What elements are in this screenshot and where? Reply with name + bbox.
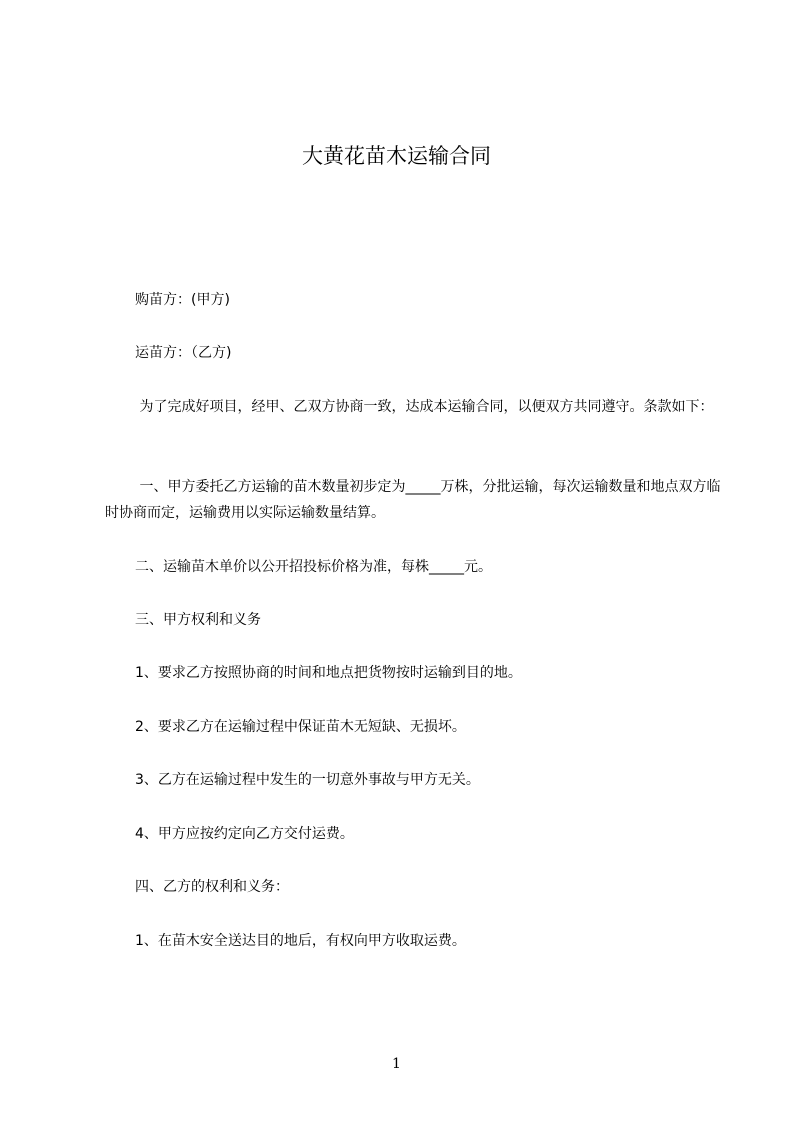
clause-1-paragraph: 一、甲方委托乙方运输的苗木数量初步定为_____万株，分批运输，每次运输数量和地点双方临时协商而定，运输费用以实际运输数量结算。 xyxy=(105,479,721,521)
section-4-heading: 四、乙方的权利和义务： xyxy=(135,879,289,895)
section-3-item-3: 3、乙方在运输过程中发生的一切意外事故与甲方无关。 xyxy=(135,772,480,788)
section-3-item-2: 2、要求乙方在运输过程中保证苗木无短缺、无损坏。 xyxy=(135,719,466,735)
document-title: 大黄花苗木运输合同 xyxy=(302,144,491,168)
clause-2-paragraph: 二、运输苗木单价以公开招投标价格为准，每株_____元。 xyxy=(135,559,492,575)
buyer-party-line: 购苗方：(甲方) xyxy=(135,292,230,308)
page-number: 1 xyxy=(392,1056,401,1072)
section-4-item-1: 1、在苗木安全送达目的地后，有权向甲方收取运费。 xyxy=(135,933,466,949)
section-3-item-4: 4、甲方应按约定向乙方交付运费。 xyxy=(135,826,354,842)
section-3-heading: 三、甲方权利和义务 xyxy=(135,612,261,628)
intro-paragraph: 为了完成好项目，经甲、乙双方协商一致，达成本运输合同，以便双方共同遵守。条款如下： xyxy=(135,399,714,415)
section-3-item-1: 1、要求乙方按照协商的时间和地点把货物按时运输到目的地。 xyxy=(135,665,522,681)
carrier-party-line: 运苗方：（乙方) xyxy=(135,345,232,361)
